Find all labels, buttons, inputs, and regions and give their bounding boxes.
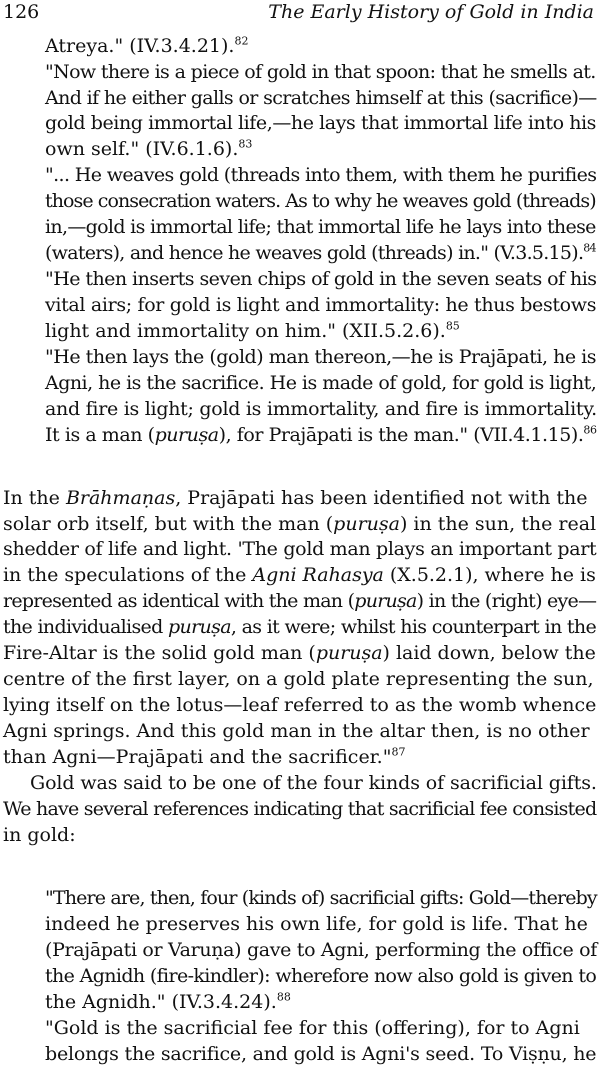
line-text: in,—gold is immortal life; that immortal life he lays into these bbox=[45, 216, 596, 238]
text-line bbox=[3, 512, 596, 537]
text-line bbox=[30, 771, 596, 796]
footnote-marker: 84 bbox=[583, 241, 596, 255]
text-line bbox=[3, 615, 596, 640]
line-text: We have several references indicating that sacrificial fee consisted bbox=[3, 798, 597, 820]
text-line bbox=[45, 886, 596, 911]
line-text: ) laid down, below the bbox=[382, 642, 596, 664]
text-line bbox=[45, 34, 596, 59]
line-text: Agni, he is the sacrifice. He is made of gold, for gold is light, bbox=[45, 372, 597, 394]
line-text: Agni springs. And this gold man in the altar then, is no other bbox=[3, 720, 590, 742]
text-line bbox=[45, 990, 596, 1015]
line-text: , Prajāpati has been identified not with the bbox=[175, 487, 588, 509]
text-line bbox=[45, 1042, 596, 1067]
italic-term: puruṣa bbox=[315, 642, 383, 664]
line-text: in the speculations of the bbox=[3, 564, 253, 586]
text-line bbox=[45, 964, 596, 989]
line-text: lying itself on the lotus—leaf referred to as the womb whence bbox=[3, 694, 597, 716]
text-line bbox=[45, 267, 596, 292]
line-text: And if he either galls or scratches himself at this (sacrifice)— bbox=[45, 87, 597, 109]
text-line bbox=[45, 1016, 596, 1041]
text-line bbox=[3, 719, 596, 744]
line-text: and fire is light; gold is immortality, and fire is immortality. bbox=[45, 398, 597, 420]
text-line bbox=[45, 371, 596, 396]
line-text: than Agni—Prajāpati and the sacrificer." bbox=[3, 746, 392, 768]
text-line bbox=[45, 111, 596, 136]
text-line bbox=[3, 537, 596, 562]
text-line bbox=[45, 137, 596, 162]
line-text: "There are, then, four (kinds of) sacrificial gifts: Gold—thereby bbox=[45, 887, 597, 909]
line-text: the Agnidh." (IV.3.4.24). bbox=[45, 991, 277, 1013]
line-text: indeed he preserves his own life, for gold is life. That he bbox=[45, 913, 588, 935]
line-text: "He then lays the (gold) man thereon,—he is Prajāpati, he is bbox=[45, 346, 597, 368]
footnote-marker: 87 bbox=[391, 745, 406, 759]
line-text: represented as identical with the man ( bbox=[3, 590, 355, 612]
line-text: (waters), and hence he weaves gold (threads) in." (V.3.5.15). bbox=[45, 242, 584, 264]
line-text: , as it were; whilst his counterpart in the bbox=[230, 616, 597, 638]
text-line bbox=[45, 215, 596, 240]
text-line bbox=[3, 823, 596, 848]
line-text: (Prajāpati or Varuṇa) gave to Agni, performing the office of bbox=[45, 939, 597, 961]
text-line bbox=[3, 589, 596, 614]
line-text: ), for Prajāpati is the man." (VII.4.1.15). bbox=[218, 424, 584, 446]
line-text: (X.5.2.1), where he is bbox=[383, 564, 596, 586]
line-text: those consecration waters. As to why he weaves gold (threads) bbox=[45, 190, 596, 212]
line-text: the individualised bbox=[3, 616, 169, 638]
footnote-marker: 85 bbox=[445, 319, 460, 333]
line-text: Atreya." (IV.3.4.21). bbox=[45, 35, 235, 57]
line-text: vital airs; for gold is light and immortality: he thus bestows bbox=[45, 294, 597, 316]
footnote-marker: 83 bbox=[238, 137, 253, 151]
text-line bbox=[45, 397, 596, 422]
text-line bbox=[45, 241, 596, 266]
text-line bbox=[45, 345, 596, 370]
page-header bbox=[0, 0, 600, 30]
running-head: The Early History of Gold in India bbox=[268, 1, 594, 23]
footnote-marker: 82 bbox=[234, 34, 249, 48]
line-text: ) in the sun, the real bbox=[399, 513, 597, 535]
line-text: gold being immortal life,—he lays that immortal life into his bbox=[45, 112, 596, 134]
text-line bbox=[45, 86, 596, 111]
text-line bbox=[45, 938, 596, 963]
line-text: light and immortality on him." (XII.5.2.6). bbox=[45, 320, 446, 342]
text-line bbox=[45, 423, 596, 448]
italic-term: puruṣa bbox=[168, 616, 231, 638]
line-text: shedder of life and light. 'The gold man plays an important part bbox=[3, 538, 597, 560]
page-number: 126 bbox=[3, 1, 40, 23]
line-text: ) in the (right) eye— bbox=[416, 590, 597, 612]
text-line bbox=[3, 693, 596, 718]
line-text: "Now there is a piece of gold in that spoon: that he smells at. bbox=[45, 61, 596, 83]
text-line bbox=[45, 293, 596, 318]
text-line bbox=[3, 563, 596, 588]
line-text: own self." (IV.6.1.6). bbox=[45, 138, 239, 160]
italic-term: Brāhmaṇas bbox=[65, 487, 176, 509]
line-text: the Agnidh (fire-kindler): wherefore now also gold is given to bbox=[45, 965, 597, 987]
line-text: in gold: bbox=[3, 824, 76, 846]
line-text: It is a man ( bbox=[45, 424, 155, 446]
text-line bbox=[45, 60, 596, 85]
text-line bbox=[3, 641, 596, 666]
line-text: "He then inserts seven chips of gold in the seven seats of his bbox=[45, 268, 597, 290]
text-line bbox=[45, 189, 596, 214]
footnote-marker: 88 bbox=[276, 990, 291, 1004]
line-text: solar orb itself, but with the man ( bbox=[3, 513, 334, 535]
text-line bbox=[45, 912, 596, 937]
text-line bbox=[3, 486, 596, 511]
italic-term: puruṣa bbox=[354, 590, 417, 612]
text-line bbox=[3, 797, 596, 822]
text-line bbox=[45, 163, 596, 188]
line-text: belongs the sacrifice, and gold is Agni's seed. To Viṣṇu, he bbox=[45, 1043, 597, 1065]
text-line bbox=[3, 667, 596, 692]
line-text: "Gold is the sacrificial fee for this (offering), for to Agni bbox=[45, 1017, 580, 1039]
italic-term: puruṣa bbox=[333, 513, 400, 535]
text-line bbox=[3, 745, 596, 770]
line-text: centre of the first layer, on a gold plate representing the sun, bbox=[3, 668, 594, 690]
line-text: Fire-Altar is the solid gold man ( bbox=[3, 642, 316, 664]
line-text: In the bbox=[3, 487, 66, 509]
line-text: Gold was said to be one of the four kinds of sacrificial gifts. bbox=[30, 772, 597, 794]
italic-term: Agni Rahasya bbox=[252, 564, 384, 586]
text-line bbox=[45, 319, 596, 344]
line-text: "... He weaves gold (threads into them, with them he purifies bbox=[45, 164, 597, 186]
italic-term: puruṣa bbox=[154, 424, 219, 446]
footnote-marker: 86 bbox=[583, 423, 597, 437]
